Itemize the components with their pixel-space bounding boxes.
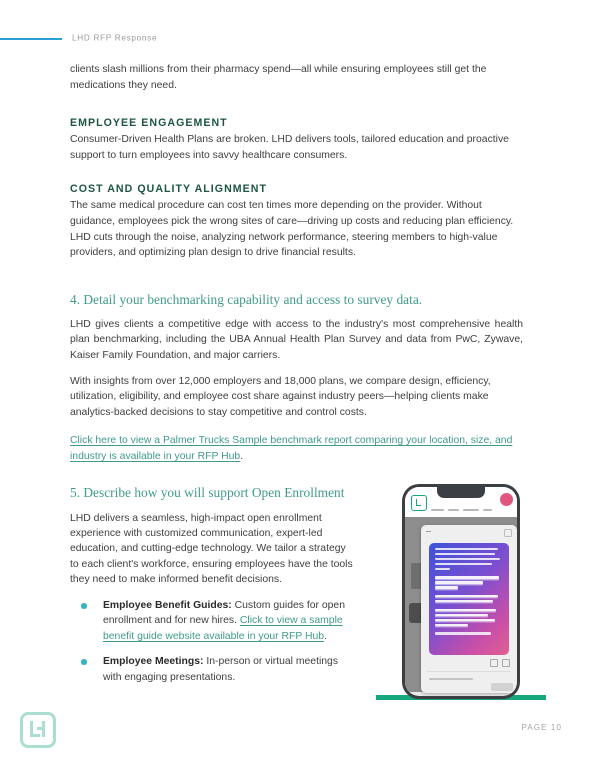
bullet-dot-icon: [81, 603, 87, 609]
thumbs-up-icon[interactable]: [490, 659, 498, 667]
bullet-text-before: Custom guides for open enrollment and for new hires.: [103, 600, 345, 627]
page-number: PAGE 10: [521, 723, 562, 732]
logo-monogram: [30, 721, 45, 737]
subheading-employee-engagement: EMPLOYEE ENGAGEMENT: [70, 117, 228, 130]
phone-device: [402, 484, 520, 699]
chat-panel-header: [421, 525, 517, 539]
header-rule: [0, 38, 62, 40]
bullet-dot-icon: [81, 659, 87, 665]
page-header: [0, 0, 600, 52]
section-question-4: [70, 291, 523, 465]
heading-question-4: 4. Detail your benchmarking capability and access to survey data.: [70, 291, 423, 307]
send-button[interactable]: [491, 683, 513, 691]
nav-item[interactable]: [448, 509, 459, 511]
main-content: [70, 62, 523, 476]
paragraph-q5: LHD delivers a seamless, high-impact open enrollment experience with customized communication, expert-led education, and cutting-edge technology. We tailor a strategy to each client's workforce, ensuring employees have the tools they need to make informed benefit decisions.: [70, 513, 353, 585]
phone-mockup: [376, 482, 546, 714]
phone-notch: [437, 487, 485, 498]
copy-icon[interactable]: [502, 659, 510, 667]
ai-chat-panel: [421, 525, 517, 693]
paragraph-q4-link: [70, 433, 523, 465]
benchmark-report-link[interactable]: Click here to view a Palmer Trucks Sample benchmark report comparing your location, size, and industry is available in your RFP Hub: [70, 435, 513, 463]
bullet-text-after: .: [324, 630, 327, 642]
menu-icon[interactable]: [426, 531, 431, 532]
avatar: [500, 493, 513, 506]
website-nav: [405, 509, 517, 511]
heading-question-5: 5. Describe how you will support Open Enrollment: [70, 485, 345, 500]
bullet-text-before: In-person or virtual meetings with engaging presentations.: [103, 656, 339, 683]
nav-item[interactable]: [463, 509, 479, 511]
paragraph-q4-2: With insights from over 12,000 employers and 18,000 plans, we compare design, efficiency, utilization, eligibility, and employee cost share against industry peers—helping clients make analytics-backed decisions to stay competitive and control costs.: [70, 375, 491, 418]
bullet-label: Employee Meetings:: [103, 656, 204, 668]
chat-input-placeholder: [429, 678, 473, 680]
phone-screen: [405, 487, 517, 696]
benefit-bullet-list: [70, 598, 355, 685]
list-item: [70, 654, 355, 685]
paragraph-q4-1: LHD gives clients a competitive edge with access to the industry's most comprehensive health plan benchmarking, including the UBA Annual Health Plan Survey and data from PwC, Zywave, Kaiser Family Foundation, and major carriers.: [70, 318, 523, 361]
section-question-5: [70, 484, 355, 695]
intro-paragraph: clients slash millions from their pharmacy spend—all while ensuring employees still get the medications they need.: [70, 64, 487, 91]
subheading-cost-quality: COST AND QUALITY ALIGNMENT: [70, 183, 267, 196]
page-footer: [0, 706, 600, 776]
benefit-guide-sample-link[interactable]: Click to view a sample benefit guide website available in your RFP Hub: [103, 615, 343, 642]
header-title: LHD RFP Response: [72, 33, 158, 43]
chat-feedback-actions: [490, 659, 510, 667]
benchmark-link-suffix: .: [240, 451, 244, 463]
list-item: [70, 598, 355, 644]
chat-message-bubble: [429, 543, 509, 655]
close-icon[interactable]: [504, 529, 512, 537]
lhd-logo-icon: [20, 712, 56, 748]
bullet-label: Employee Benefit Guides:: [103, 600, 232, 612]
nav-item[interactable]: [483, 509, 492, 511]
paragraph-cost-quality: The same medical procedure can cost ten times more depending on the provider. Without guidance, employees pick the wrong sites of care—driving up costs and reducing plan efficiency. LHD cuts through the noise, analyzing network performance, steering members to high-value providers, and optimizing plan design to drive financial results.: [70, 200, 514, 259]
paragraph-employee-engagement: Consumer-Driven Health Plans are broken. LHD delivers tools, tailored education and proactive support to turn employees into savvy healthcare consumers.: [70, 134, 509, 161]
nav-item[interactable]: [431, 509, 444, 511]
